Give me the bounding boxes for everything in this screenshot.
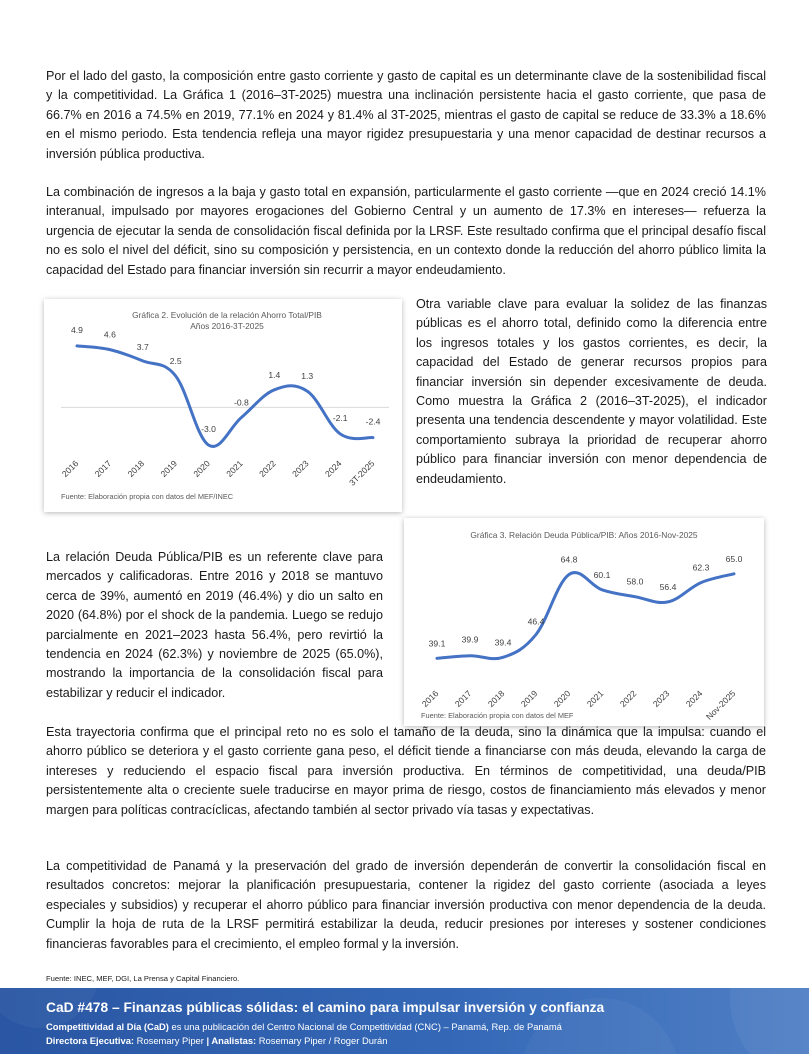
x-tick-label: 2020 <box>551 688 573 709</box>
data-label: 2.5 <box>169 356 182 366</box>
x-tick-label: 2019 <box>518 688 540 709</box>
data-label: 64.8 <box>560 554 578 565</box>
chart-title: Gráfica 2. Evolución de la relación Ahorro Total/PIB <box>132 310 322 320</box>
data-label: 4.6 <box>103 329 116 340</box>
paragraph-debt-dynamics: Esta trayectoria confirma que el principal reto no es solo el tamaño de la deuda, sino la dinámica que la impulsa: cuando el ahorro público se deteriora y el gasto corriente gana peso, el déficit tiende a financiarse con más deuda, elevando la carga de intereses y reduciendo el espacio fiscal para inversión productiva. En términos de competitividad, una deuda/PIB persistentemente alta o creciente suele traducirse en mayor prima de riesgo, costos de financiamiento más elevados y menor margen para políticas contracíclicas, afectando también al sector privado vía tasas y expectativas. <box>46 725 766 817</box>
x-tick-label: 2018 <box>485 688 507 709</box>
paragraph-debt-gdp: La relación Deuda Pública/PIB es un referente clave para mercados y calificadoras. Entre 2016 y 2018 se mantuvo cerca de 39%, aumentó en 2019 (46.4%) y dio un salto en 2020 (64.8%) por el shock de la pandemia. Luego se redujo parcialmente en 2021–2023 hasta 56.4%, pero revirtió la tendencia en 2024 (62.3%) y noviembre de 2025 (65.0%), mostrando la importancia de la consolidación fiscal para estabilizar y reducir el indicador. <box>46 550 383 700</box>
data-label: 65.0 <box>725 553 743 564</box>
x-tick-label: 2024 <box>322 458 344 479</box>
chart-title: Gráfica 3. Relación Deuda Pública/PIB: Años 2016-Nov-2025 <box>470 530 698 540</box>
chart-source: Fuente: Elaboración propia con datos del MEF <box>421 711 574 720</box>
footer-separator: | <box>206 1035 210 1046</box>
footer-director-name: Rosemary Piper <box>134 1035 207 1046</box>
footer-analysts-label: Analistas: <box>209 1035 257 1046</box>
x-tick-label: 2018 <box>125 458 147 479</box>
footer-credits-line <box>46 1035 387 1046</box>
x-tick-label: 2022 <box>617 688 639 709</box>
data-label: 56.4 <box>659 581 677 592</box>
x-tick-label: 2021 <box>584 688 606 709</box>
paragraph-total-savings: Otra variable clave para evaluar la solidez de las finanzas públicas es el ahorro total, definido como la diferencia entre los ingresos totales y los gastos corrientes, es decir, la capacidad del Estado de generar recursos propios para financiar inversión sin depender excesivamente de deuda. Como muestra la Gráfica 2 (2016–3T-2025), el indicador presenta una tendencia descendente y mayor volatilidad. Este comportamiento subraya la prioridad de recuperar ahorro público para financiar inversión con menor dependencia de endeudamiento. <box>416 297 767 486</box>
chart-ahorro-svg <box>44 299 402 512</box>
data-label: -2.4 <box>365 416 381 427</box>
data-label: 58.0 <box>626 576 644 587</box>
data-label: 39.4 <box>494 637 512 648</box>
x-tick-label: 2019 <box>158 458 180 479</box>
footer-publication-desc: es una publicación del Centro Nacional de Competitividad (CNC) – Panamá, Rep. de Panamá <box>168 1021 562 1032</box>
x-tick-label: Nov-2025 <box>703 688 738 722</box>
data-label: -3.0 <box>201 424 216 435</box>
x-tick-label: 2023 <box>290 458 311 479</box>
series-line <box>77 346 373 447</box>
paragraph-conclusion: La competitividad de Panamá y la preservación del grado de inversión dependerán de convertir la consolidación fiscal en resultados concretos: mejorar la planificación presupuestaria, contener la rigidez del gasto corriente (asociada a leyes especiales y subsidios) y recuperar el ahorro público para financiar inversión productiva con menor dependencia de la deuda. Cumplir la hoja de ruta de la LRSF permitirá estabilizar la deuda, reducir presiones por intereses y sostener condiciones financieras favorables para el crecimiento, el empleo formal y la inversión. <box>46 859 766 951</box>
x-tick-label: 2024 <box>683 688 705 709</box>
footer-banner <box>0 988 809 1054</box>
data-label: 39.9 <box>461 634 479 645</box>
data-label: 39.1 <box>428 638 446 649</box>
footer-analysts-names: Rosemary Piper / Roger Durán <box>256 1035 388 1046</box>
footer-publication-name: Competitividad al Día (CaD) <box>46 1021 169 1032</box>
paragraph-current-vs-capital-spending: Por el lado del gasto, la composición entre gasto corriente y gasto de capital es un determinante clave de la sostenibilidad fiscal y la competitividad. La Gráfica 1 (2016–3T-2025) muestra una inclinación persistente hacia el gasto corriente, que pasa de 66.7% en 2016 a 74.5% en 2019, 77.1% en 2024 y 81.4% al 3T-2025, mientras el gasto de capital se reduce de 33.3% a 18.6% en el mismo periodo. Esta tendencia refleja una mayor rigidez presupuestaria y una menor capacidad de destinar recursos a inversión pública productiva. <box>46 69 766 161</box>
x-tick-label: 2016 <box>419 688 441 709</box>
data-label: -0.8 <box>234 397 249 408</box>
chart-ahorro-total-pib <box>44 299 402 512</box>
x-tick-label: 2017 <box>92 458 114 479</box>
paragraph-income-and-spending: La combinación de ingresos a la baja y gasto total en expansión, particularmente el gasto corriente —que en 2024 creció 14.1% interanual, impulsado por mayores erogaciones del Gobierno Central y un aumento de 17.3% en intereses— refuerza la urgencia de ejecutar la senda de consolidación fiscal definida por la LRSF. Este resultado confirma que el principal desafío fiscal no es solo el nivel del déficit, sino su composición y persistencia, en un contexto donde la reducción del ahorro público limita la capacidad del Estado para financiar inversión sin recurrir a mayor endeudamiento. <box>46 185 766 277</box>
data-label: -2.1 <box>332 412 348 423</box>
series-line <box>437 573 734 659</box>
data-label: 1.4 <box>268 369 281 380</box>
x-tick-label: 2020 <box>191 458 212 479</box>
data-label: 62.3 <box>692 562 710 573</box>
data-label: 46.4 <box>527 616 545 627</box>
data-label: 4.9 <box>71 324 83 335</box>
chart-source: Fuente: Elaboración propia con datos del MEF/INEC <box>61 492 234 501</box>
footer-publication-line <box>46 1021 562 1032</box>
chart-deuda-publica-pib <box>404 518 764 726</box>
chart-subtitle: Años 2016-3T-2025 <box>190 321 264 331</box>
sources-footnote: Fuente: INEC, MEF, DGI, La Prensa y Capital Financiero. <box>46 974 240 983</box>
x-tick-label: 3T-2025 <box>347 458 377 488</box>
x-tick-label: 2023 <box>650 688 672 709</box>
x-tick-label: 2016 <box>59 458 81 479</box>
data-label: 1.3 <box>301 371 314 382</box>
data-label: 3.7 <box>136 341 149 352</box>
footer-title: CaD #478 – Finanzas públicas sólidas: el camino para impulsar inversión y confianza <box>46 1000 605 1015</box>
x-tick-label: 2017 <box>452 688 474 709</box>
x-tick-label: 2022 <box>257 458 278 479</box>
chart-deuda-svg <box>404 518 764 726</box>
footer-director-label: Directora Ejecutiva: <box>46 1035 135 1046</box>
x-tick-label: 2021 <box>224 458 245 479</box>
data-label: 60.1 <box>593 569 611 580</box>
